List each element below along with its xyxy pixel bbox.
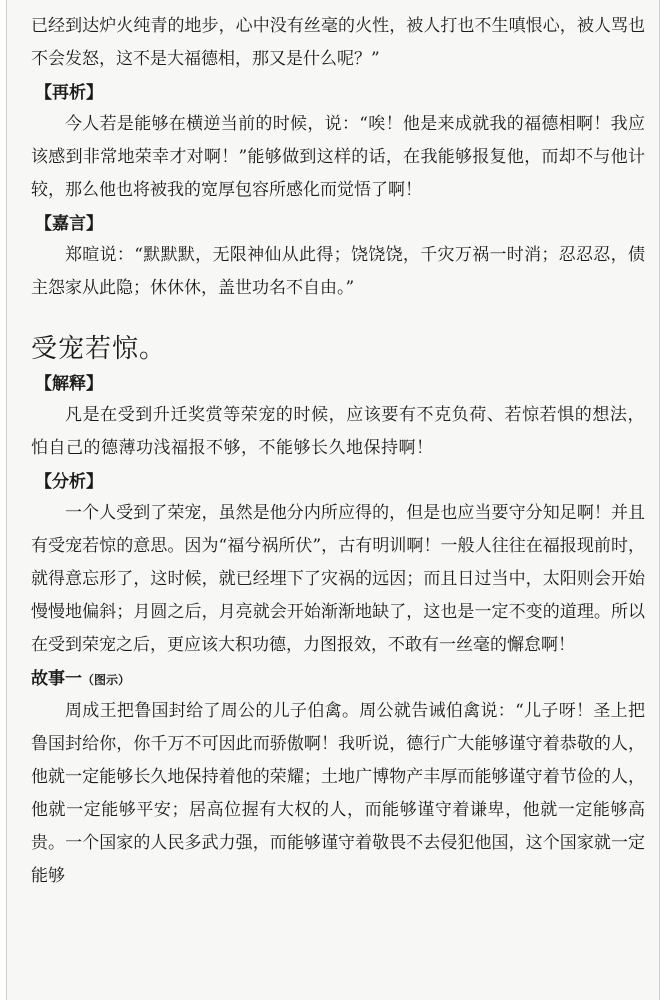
story-note: （图示） (82, 673, 131, 687)
heading-analysis: 【分析】 (35, 472, 103, 492)
story-heading (31, 664, 645, 695)
paragraph-continuation: 已经到达炉火纯青的地步，心中没有丝毫的火性，被人打也不生嗔恨心，被人骂也不会发怒，这不是大福德相，那又是什么呢？” (31, 16, 645, 69)
paragraph-analysis: 一个人受到了荣宠，虽然是他分内所应得的，但是也应当要守分知足啊！并且有受宠若惊的意思。因为“福兮祸所伏”，古有明训啊！一般人往往在福报现前时，就得意忘形了，这时候，就已经埋下了灾祸的远因；而且日过当中，太阳则会开始慢慢地偏斜；月圆之后，月亮就会开始渐渐地缺了，这也是一定不变的道理。所以在受到荣宠之后，更应该大积功德，力图报效，不敢有一丝毫的懈怠啊！ (31, 503, 645, 655)
document-page (6, 0, 660, 1000)
paragraph-quote: 郑暄说：“默默默，无限神仙从此得；饶饶饶，千灾万祸一时消；忍忍忍，债主怨家从此隐；休休休，盖世功名不自由。” (31, 245, 645, 298)
page-content (31, 10, 645, 893)
paragraph-explain: 凡是在受到升迁奖赏等荣宠的时候，应该要有不克负荷、若惊若惧的想法，怕自己的德薄功浅福报不够，不能够长久地保持啊！ (31, 405, 645, 458)
heading-reanalysis: 【再析】 (35, 83, 103, 103)
story-title: 故事一 (31, 669, 82, 689)
paragraph-story: 周成王把鲁国封给了周公的儿子伯禽。周公就告诫伯禽说：“儿子呀！圣上把鲁国封给你，你千万不可因此而骄傲啊！我听说，德行广大能够谨守着恭敬的人，他就一定能够长久地保持着他的荣耀；土地广博物产丰厚而能够谨守着节俭的人，他就一定能够平安；居高位握有大权的人，而能够谨守着谦卑，他就一定能够高贵。一个国家的人民多武力强，而能够谨守着敬畏不去侵犯他国，这个国家就一定能够 (31, 701, 645, 886)
heading-explain: 【解释】 (35, 374, 103, 394)
heading-quote: 【嘉言】 (35, 214, 103, 234)
section-title: 受宠若惊。 (31, 334, 167, 364)
paragraph-reanalysis: 今人若是能够在横逆当前的时候，说：“唉！他是来成就我的福德相啊！我应该感到非常地荣幸才对啊！”能够做到这样的话，在我能够报复他，而却不与他计较，那么他也将被我的宽厚包容所感化而觉悟了啊！ (31, 114, 645, 200)
